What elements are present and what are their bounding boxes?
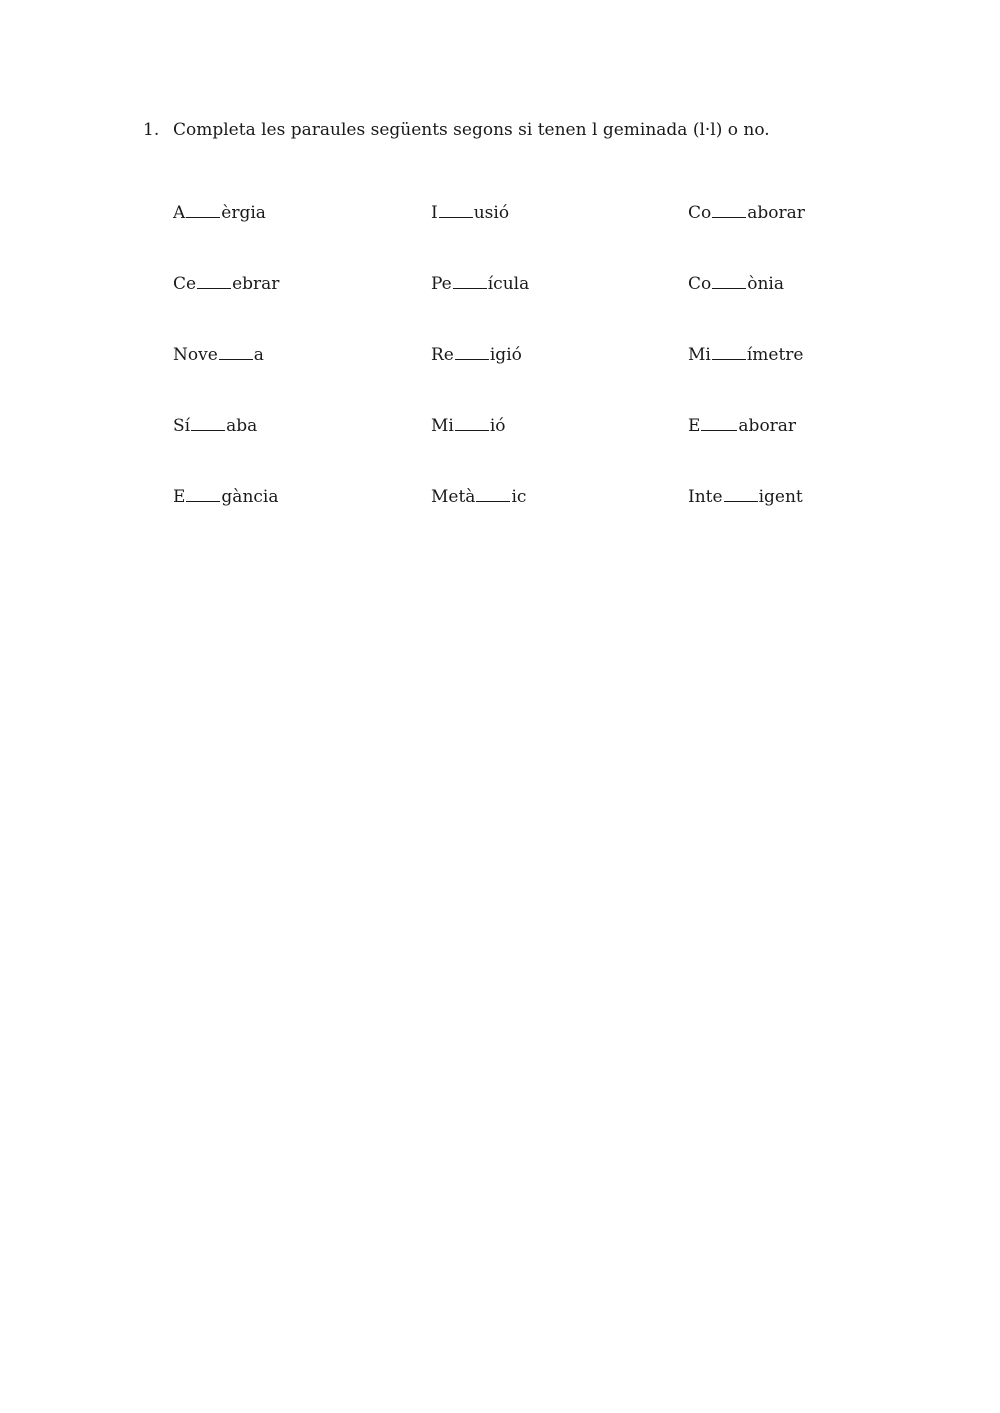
word-suffix: ímetre: [746, 345, 804, 365]
instruction-text: Completa les paraules següents segons si tenen l geminada (l·l) o no.: [173, 120, 770, 140]
exercise-number: 1.: [143, 120, 160, 140]
word-suffix: ió: [489, 416, 506, 436]
blank-field[interactable]: [476, 485, 510, 502]
word-prefix: Inte: [688, 487, 723, 507]
word-suffix: ícula: [487, 274, 530, 294]
word-prefix: Mi: [688, 345, 711, 365]
word-prefix: Re: [431, 345, 454, 365]
word-prefix: Pe: [431, 274, 452, 294]
word-item: [688, 485, 803, 509]
word-item: [173, 414, 257, 438]
exercise-instruction: [143, 118, 770, 142]
word-prefix: I: [431, 203, 438, 223]
word-item: [173, 272, 279, 296]
blank-field[interactable]: [186, 485, 220, 502]
blank-field[interactable]: [712, 272, 746, 289]
word-item: [431, 272, 529, 296]
blank-field[interactable]: [701, 414, 737, 431]
word-suffix: a: [253, 345, 264, 365]
word-suffix: aborar: [738, 416, 797, 436]
word-suffix: igent: [758, 487, 803, 507]
word-item: [688, 201, 805, 225]
blank-field[interactable]: [455, 414, 489, 431]
word-item: [688, 272, 784, 296]
word-item: [688, 343, 803, 367]
word-prefix: Metà: [431, 487, 476, 507]
blank-field[interactable]: [197, 272, 231, 289]
blank-field[interactable]: [712, 201, 746, 218]
blank-field[interactable]: [455, 343, 489, 360]
word-suffix: usió: [473, 203, 510, 223]
word-item: [431, 343, 522, 367]
word-item: [431, 485, 526, 509]
word-prefix: A: [173, 203, 186, 223]
word-suffix: aborar: [747, 203, 805, 223]
word-suffix: gància: [221, 487, 279, 507]
word-suffix: èrgia: [221, 203, 266, 223]
word-suffix: igió: [489, 345, 522, 365]
word-prefix: Co: [688, 274, 712, 294]
blank-field[interactable]: [186, 201, 220, 218]
blank-field[interactable]: [724, 485, 758, 502]
word-item: [431, 414, 506, 438]
word-prefix: E: [688, 416, 701, 436]
word-prefix: Nove: [173, 345, 218, 365]
word-suffix: ebrar: [232, 274, 280, 294]
word-suffix: ònia: [747, 274, 785, 294]
blank-field[interactable]: [712, 343, 746, 360]
blank-field[interactable]: [219, 343, 253, 360]
word-prefix: Co: [688, 203, 712, 223]
blank-field[interactable]: [191, 414, 225, 431]
word-item: [173, 201, 266, 225]
word-prefix: Mi: [431, 416, 454, 436]
word-item: [173, 343, 264, 367]
word-suffix: ic: [511, 487, 527, 507]
word-prefix: Ce: [173, 274, 197, 294]
word-item: [431, 201, 509, 225]
word-prefix: E: [173, 487, 186, 507]
blank-field[interactable]: [453, 272, 487, 289]
blank-field[interactable]: [439, 201, 473, 218]
word-item: [173, 485, 278, 509]
word-suffix: aba: [226, 416, 258, 436]
word-prefix: Sí: [173, 416, 191, 436]
word-item: [688, 414, 796, 438]
